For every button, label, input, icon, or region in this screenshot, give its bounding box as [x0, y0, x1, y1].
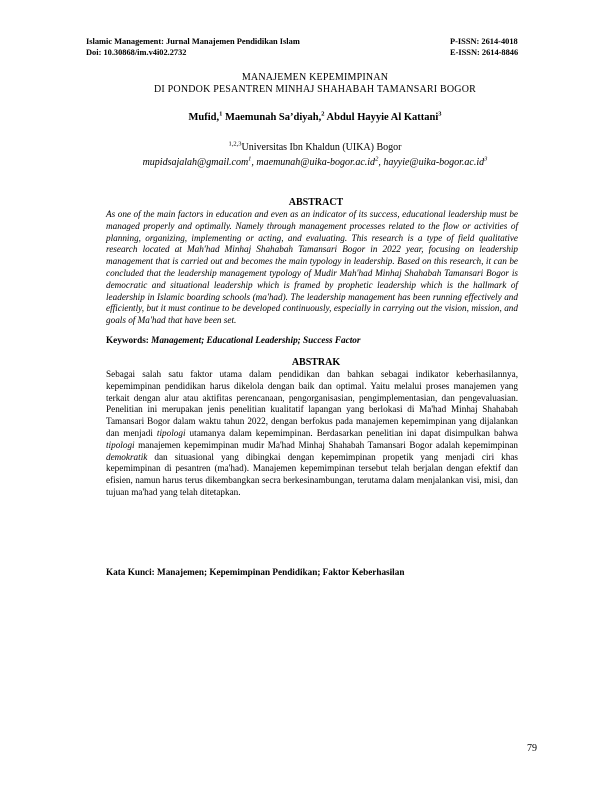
- title-line-1: MANAJEMEN KEPEMIMPINAN: [241, 72, 389, 83]
- abstrak-text: Sebagai salah satu faktor utama dalam pendidikan dan bahkan sebagai indikator keberhasilannya, kepemimpinan pendidikan harus dikelola dengan baik dan optimal. Yaitu melalui proses manajemen yang terkait dengan alur atau aktifitas perencanaan, pengorganisasian, pengimplementasian, dan pengevaluasian. Penelitian ini merupakan jenis penelitian kualitatif lapangan yang berlokasi di Ma'had Minhaj Shahabah Tamansari Bogor dalam waktu tahun 2022, dengan berfokus pada manajemen kepemimpinan yang dijalankan dan menjadi: [106, 369, 518, 438]
- email-1: mupidsajalah@gmail.com: [142, 157, 249, 168]
- affiliation-superscript: 1,2,3: [228, 140, 242, 148]
- email-separator: ,: [378, 157, 384, 168]
- abstrak-text: manajemen kepemimpinan mudir Ma'had Minhaj Shahabah Tamansari Bogor adalah kepemimpinan: [134, 439, 518, 450]
- affiliation: [60, 142, 570, 153]
- journal-name: Islamic Management: Jurnal Manajemen Pendidikan Islam: [86, 37, 300, 46]
- author-name: Mufid,: [188, 112, 220, 123]
- author-name: Maemunah Sa’diyah,: [224, 112, 322, 123]
- author-1: [188, 112, 222, 123]
- abstrak-body: [106, 369, 518, 499]
- affiliation-text: Universitas Ibn Khaldun (UIKA) Bogor: [241, 142, 402, 153]
- electronic-issn: E-ISSN: 2614-8846: [450, 48, 519, 57]
- author-superscript: 3: [438, 110, 442, 118]
- running-header: [86, 36, 546, 58]
- email-superscript: 1: [248, 155, 252, 163]
- abstrak-heading: ABSTRAK: [291, 357, 341, 368]
- page-number: 79: [527, 743, 537, 754]
- email-2: maemunah@uika-bogor.ac.id: [256, 157, 376, 168]
- author-list: [60, 112, 570, 123]
- doi: Doi: 10.30868/im.v4i02.2732: [86, 48, 187, 57]
- abstract-heading: ABSTRACT: [288, 197, 344, 208]
- abstrak-keywords: Kata Kunci: Manajemen; Kepemimpinan Pendidikan; Faktor Keberhasilan: [106, 567, 405, 577]
- abstrak-emphasis: demokratik: [106, 451, 148, 462]
- title-line-2: DI PONDOK PESANTREN MINHAJ SHAHABAH TAMANSARI BOGOR: [153, 84, 477, 95]
- author-emails: [60, 157, 570, 168]
- abstrak-emphasis: tipologi: [106, 439, 135, 450]
- email-separator: ,: [251, 157, 257, 168]
- abstract-body: As one of the main factors in education and even as an indicator of its success, educational leadership must be managed properly and optimally. Namely through management processes related to the flow or activities of planning, organizing, implementing or acting, and evaluating. This research is a type of field qualitative research located at Mah'had Minhaj Shahabah Tamansari Bogor in 2022 year, focusing on leadership management that is carried out and becomes the main typology in leadership. Based on this research, it can be concluded that the leadership management typology of Mudir Mah'had Minhaj Shahabah Tamansari Bogor is democratic and situational leadership which is framed by prophetic leadership which is the hallmark of leadership in Islamic boarding schools (ma'had). The leadership management has been running effectively and efficiently, but it must continue to be developed continuously, especially in carrying out the vision, mission, and goals of Ma'had that have been set.: [106, 209, 518, 326]
- email-superscript: 2: [375, 155, 379, 163]
- abstrak-text: utamanya dalam kepemimpinan. Berdasarkan penelitian ini dapat disimpulkan bahwa: [185, 427, 518, 438]
- paper-title: [60, 72, 570, 96]
- print-issn: P-ISSN: 2614-4018: [450, 37, 518, 46]
- author-2: [225, 112, 325, 123]
- email-3: hayyie@uika-bogor.ac.id: [383, 157, 485, 168]
- keywords-value: Management; Educational Leadership; Success Factor: [151, 335, 361, 345]
- abstract-keywords: [106, 335, 526, 345]
- keywords-label: Keywords:: [106, 335, 149, 345]
- email-superscript: 3: [484, 155, 488, 163]
- author-3: [327, 112, 442, 123]
- author-superscript: 2: [321, 110, 325, 118]
- author-name: Abdul Hayyie Al Kattani: [326, 112, 439, 123]
- abstrak-emphasis: tipologi: [156, 427, 186, 438]
- abstrak-text: dan situasional yang dibingkai dengan kepemimpinan propetik yang menjadi ciri khas kepemimpinan di pesantren (ma'had). Manajemen kepemimpinan tersebut telah berjalan dengan efektif dan efisien, namun harus terus dikembangkan secra berkesinambungan, terutama dalam menjalankan visi, misi, dan tujuan ma'had yang telah ditetapkan.: [106, 451, 518, 497]
- author-superscript: 1: [219, 110, 223, 118]
